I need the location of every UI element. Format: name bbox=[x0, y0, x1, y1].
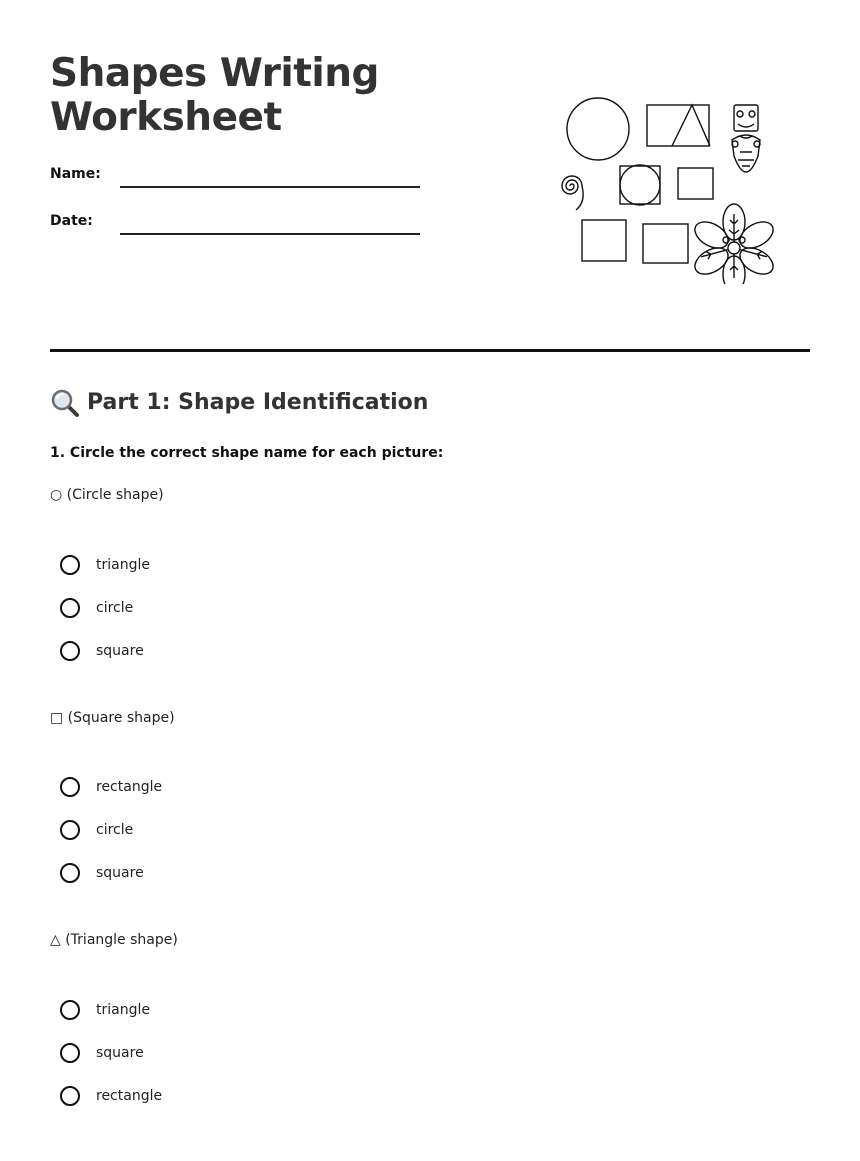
option-label: square bbox=[96, 643, 144, 659]
option-label: triangle bbox=[96, 1002, 150, 1018]
instruction-1: 1. Circle the correct shape name for each picture: bbox=[50, 445, 444, 461]
square-bottom-left-icon bbox=[582, 220, 626, 261]
radio-circle-icon[interactable] bbox=[60, 1086, 80, 1106]
triangle-icon bbox=[672, 105, 710, 146]
radio-circle-icon[interactable] bbox=[60, 777, 80, 797]
magnifier-icon bbox=[50, 388, 80, 418]
radio-circle-icon[interactable] bbox=[60, 598, 80, 618]
radio-circle-icon[interactable] bbox=[60, 555, 80, 575]
option-q3-rectangle[interactable] bbox=[60, 1086, 162, 1106]
spiral-icon bbox=[562, 176, 583, 210]
date-line[interactable] bbox=[120, 233, 420, 235]
title-line-2: Worksheet bbox=[50, 95, 282, 140]
option-q1-circle[interactable] bbox=[60, 598, 133, 618]
option-q2-square[interactable] bbox=[60, 863, 144, 883]
question-prompt: □ (Square shape) bbox=[50, 710, 175, 726]
title-line-1: Shapes Writing bbox=[50, 51, 379, 96]
option-label: circle bbox=[96, 822, 134, 838]
flower-icon bbox=[690, 204, 776, 284]
radio-circle-icon[interactable] bbox=[60, 641, 80, 661]
option-label: circle bbox=[96, 600, 134, 616]
page-title bbox=[50, 52, 379, 140]
shapes-illustration bbox=[552, 92, 776, 284]
tiki-icon bbox=[732, 105, 760, 172]
option-q3-triangle[interactable] bbox=[60, 1000, 150, 1020]
question-prompt: △ (Triangle shape) bbox=[50, 932, 178, 948]
radio-circle-icon[interactable] bbox=[60, 1043, 80, 1063]
option-q2-circle[interactable] bbox=[60, 820, 133, 840]
option-q3-square[interactable] bbox=[60, 1043, 144, 1063]
date-label: Date: bbox=[50, 213, 93, 229]
option-label: square bbox=[96, 1045, 144, 1061]
option-label: rectangle bbox=[96, 1088, 163, 1104]
option-label: rectangle bbox=[96, 779, 163, 795]
small-square-icon bbox=[678, 168, 713, 199]
square-bottom-right-icon bbox=[643, 224, 688, 263]
radio-circle-icon[interactable] bbox=[60, 820, 80, 840]
option-label: square bbox=[96, 865, 144, 881]
section-divider bbox=[50, 349, 810, 352]
circle-icon bbox=[567, 98, 629, 160]
square-icon bbox=[647, 105, 709, 146]
name-line[interactable] bbox=[120, 186, 420, 188]
radio-circle-icon[interactable] bbox=[60, 863, 80, 883]
name-label: Name: bbox=[50, 166, 101, 182]
section-title-part-1 bbox=[50, 388, 428, 418]
option-label: triangle bbox=[96, 557, 150, 573]
option-q1-square[interactable] bbox=[60, 641, 144, 661]
section-title-text: Part 1: Shape Identification bbox=[87, 390, 429, 415]
option-q1-triangle[interactable] bbox=[60, 555, 150, 575]
option-q2-rectangle[interactable] bbox=[60, 777, 162, 797]
radio-circle-icon[interactable] bbox=[60, 1000, 80, 1020]
question-prompt: ○ (Circle shape) bbox=[50, 487, 164, 503]
